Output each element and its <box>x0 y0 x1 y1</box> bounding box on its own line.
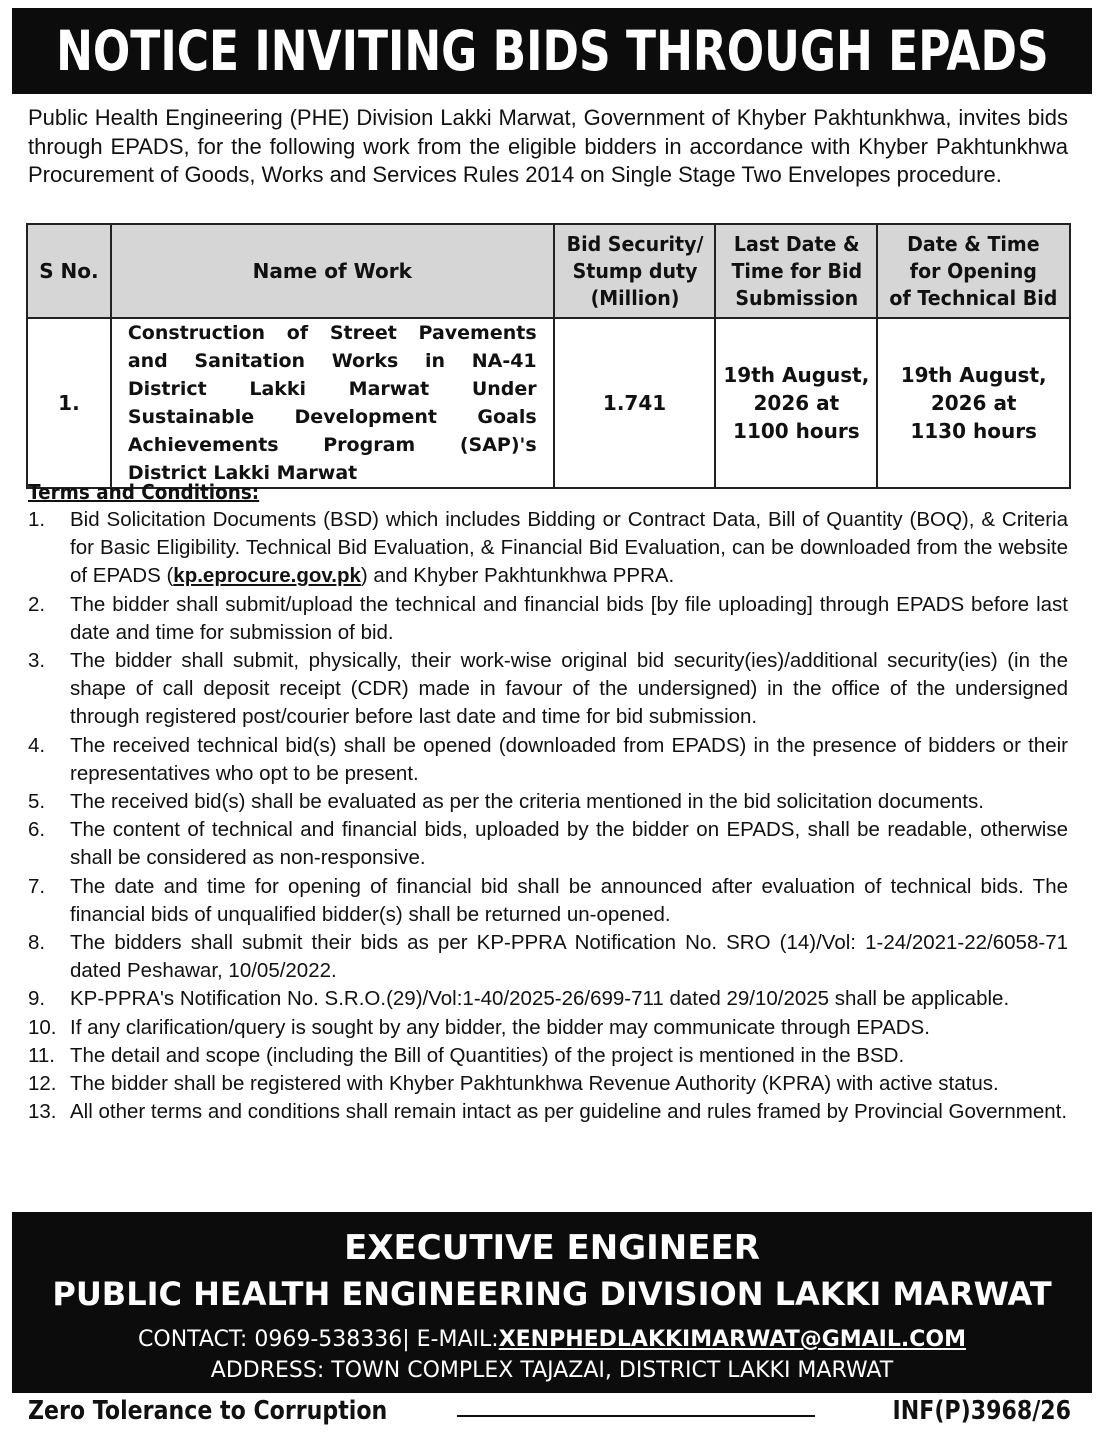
department-name: PUBLIC HEALTH ENGINEERING DIVISION LAKKI MARWAT <box>52 1275 1052 1313</box>
cell-opening-date: 19th August, 2026 at 1130 hours <box>877 318 1070 488</box>
title-banner <box>12 8 1092 94</box>
list-item: 8. The bidders shall submit their bids as per KP-PPRA Notification No. SRO (14)/Vol: 1-24/2021-22/6058-71 dated Peshawar, 10/05/2022. <box>28 931 1068 983</box>
header-sno: S No. <box>27 224 111 318</box>
epads-link[interactable]: kp.eprocure.gov.pk <box>173 564 361 588</box>
cell-last-date: 19th August, 2026 at 1100 hours <box>715 318 877 488</box>
cell-sno: 1. <box>27 318 111 488</box>
table-header-row <box>27 224 1070 318</box>
contact-line: CONTACT: 0969-538336| E-MAIL:XENPHEDLAKKIMARWAT@GMAIL.COM <box>138 1327 966 1352</box>
list-item: 11. The detail and scope (including the Bill of Quantities) of the project is mentioned in the BSD. <box>28 1043 905 1067</box>
list-item: 9. KP-PPRA's Notification No. S.R.O.(29)/Vol:1-40/2025-26/699-711 dated 29/10/2025 shall be applicable. <box>28 987 1010 1011</box>
intro-paragraph: Public Health Engineering (PHE) Division Lakki Marwat, Government of Khyber Pakhtunkhwa, invites bids through EPADS, for the following work from the eligible bidders in accordance with Khyber Pakhtunkhwa Procurement of Goods, Works and Services Rules 2014 on Single Stage Two Envelopes procedure. <box>28 105 1068 187</box>
signature-block <box>12 1212 1092 1393</box>
address-line: ADDRESS: TOWN COMPLEX TAJAZAI, DISTRICT LAKKI MARWAT <box>210 1358 894 1383</box>
list-item: 7. The date and time for opening of financial bid shall be announced after evaluation of technical bids. The financial bids of unqualified bidder(s) shall be returned un-opened. <box>28 874 1068 926</box>
list-item: 3. The bidder shall submit, physically, their work-wise original bid security(ies)/additional security(ies) (in the shape of call deposit receipt (CDR) made in favour of the undersigned) in the office of the undersigned through registered post/courier before last date and time for bid submission. <box>28 649 1068 729</box>
slogan: Zero Tolerance to Corruption <box>28 1396 388 1426</box>
notice-title: NOTICE INVITING BIDS THROUGH EPADS <box>55 19 1049 83</box>
cell-security: 1.741 <box>554 318 716 488</box>
terms-heading: Terms and Conditions: <box>28 480 260 504</box>
list-item: 6. The content of technical and financial bids, uploaded by the bidder on EPADS, shall be readable, otherwise shall be considered as non-responsive. <box>28 818 1068 870</box>
list-item: 13. All other terms and conditions shall remain intact as per guideline and rules framed by Provincial Government. <box>28 1100 1068 1124</box>
reference-number: INF(P)3968/26 <box>892 1396 1071 1426</box>
cell-work: Construction of Street Pavements and Sanitation Works in NA-41 District Lakki Marwat Under Sustainable Development Goals Achievements Program (SAP)'s District Lakki Marwat <box>111 318 554 488</box>
designation: EXECUTIVE ENGINEER <box>344 1228 760 1268</box>
list-item: 2. The bidder shall submit/upload the technical and financial bids [by file uploading] through EPADS before last date and time for submission of bid. <box>28 592 1068 644</box>
list-item: 5. The received bid(s) shall be evaluated as per the criteria mentioned in the bid solicitation documents. <box>28 790 984 814</box>
email-link[interactable]: XENPHEDLAKKIMARWAT@GMAIL.COM <box>498 1327 966 1352</box>
header-last-date: Last Date & Time for Bid Submission <box>715 224 877 318</box>
divider <box>457 1415 815 1417</box>
list-item: 12. The bidder shall be registered with Khyber Pakhtunkhwa Revenue Authority (KPRA) with active status. <box>28 1072 999 1096</box>
bids-table <box>26 223 1071 489</box>
list-item: 10. If any clarification/query is sought by any bidder, the bidder may communicate through EPADS. <box>28 1015 930 1039</box>
table-row <box>27 318 1070 488</box>
header-opening-date: Date & Time for Opening of Technical Bid <box>877 224 1070 318</box>
header-work: Name of Work <box>111 224 554 318</box>
list-item: 1. Bid Solicitation Documents (BSD) which includes Bidding or Contract Data, Bill of Quantity (BOQ), & Criteria for Basic Eligibility. Technical Bid Evaluation, & Financial Bid Evaluation, can be downloaded from the website of EPADS (kp.eprocure.gov.pk) and Khyber Pakhtunkhwa PPRA. <box>28 508 1068 588</box>
terms-list <box>28 506 1068 1126</box>
header-security: Bid Security/ Stump duty (Million) <box>554 224 716 318</box>
list-item: 4. The received technical bid(s) shall be opened (downloaded from EPADS) in the presence of bidders or their representatives who opt to be present. <box>28 733 1068 785</box>
